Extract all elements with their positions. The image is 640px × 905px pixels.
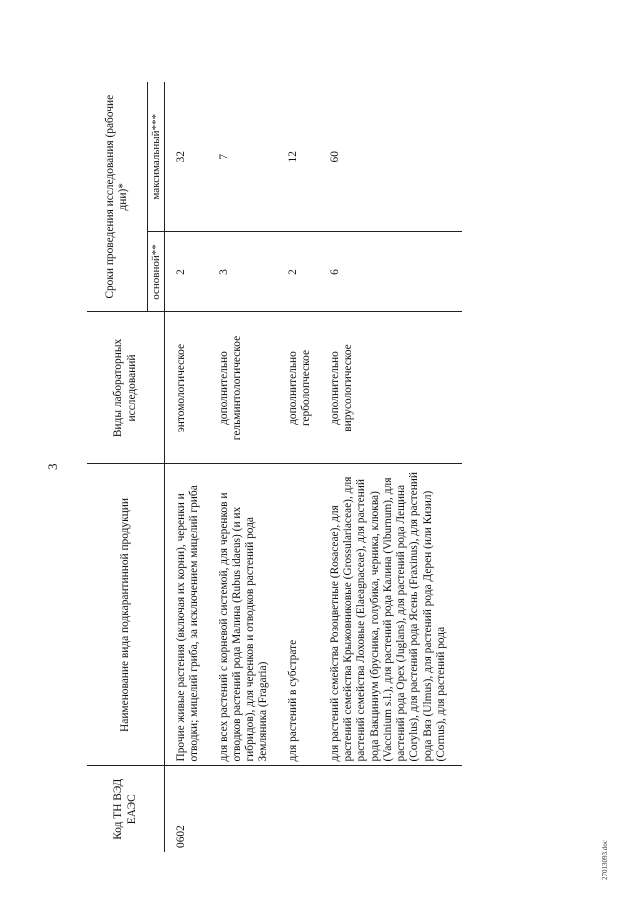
document-file-id: 27013093.doc	[601, 840, 609, 880]
cell-product-name: для растений в субстрате	[285, 464, 327, 766]
header-maximum: максимальный***	[147, 82, 165, 232]
rotated-table-sheet	[87, 82, 552, 852]
cell-product-name: для растений семейства Розоцветные (Rosaceae), для растений семейства Крыжовниковые (Grossulariaceae), для растений семейства Лоховые (Elaeagnaceae), для растений рода Вакциниум (брусника, голубика, черника, клюква) (Vaccinium s.l.), для растений рода Калина (Viburnum), для растений рода Орех (Juglans), для растений рода Лещина (Corylus), для растений рода Ясень (Fraxinus), для растений рода Вяз (Ulmus), для растений рода Дерен (или Кизил) (Cornus), для растений рода	[327, 464, 462, 766]
cell-code	[327, 766, 462, 852]
table-row	[216, 82, 285, 852]
table-row	[285, 82, 327, 852]
page-number: 3	[45, 463, 60, 470]
quarantine-products-table	[87, 82, 462, 852]
header-product-name: Наименование вида подкарантинной продукции	[87, 464, 165, 766]
header-lab-types: Виды лабораторных исследований	[87, 312, 165, 464]
header-basic: основной**	[147, 232, 165, 312]
cell-maximum-days: 60	[329, 151, 341, 163]
cell-basic-days: 2	[285, 232, 327, 312]
cell-product-name: для всех растений с корневой системой, для черенков и отводков растений рода Малина (Rubus idaeus) (и их гибридов), для черенков и отводков растений рода Земляника (Fragaria)	[216, 464, 285, 766]
cell-code: 0602	[165, 766, 216, 852]
cell-product-name: Прочие живые растения (включая их корни), черенки и отводки; мицелий гриба, за исключением мицелий гриба	[165, 464, 216, 766]
cell-code	[216, 766, 285, 852]
cell-lab-type: дополнительно вирусологическое	[327, 312, 462, 464]
cell-lab-type: энтомологическое	[165, 312, 216, 464]
cell-basic-days: 2	[165, 232, 216, 312]
cell-maximum-days: 32	[175, 151, 188, 163]
cell-lab-type: дополнительно герболопческое	[285, 312, 327, 464]
cell-maximum-days: 12	[286, 151, 299, 163]
cell-lab-type: дополнительно гельминтологическое	[216, 312, 285, 464]
header-code: Код ТН ВЭД ЕАЭС	[87, 766, 165, 852]
cell-code	[285, 766, 327, 852]
table-row	[327, 82, 462, 852]
table-row	[165, 82, 216, 852]
cell-basic-days: 6	[327, 232, 462, 312]
cell-basic-days: 3	[216, 232, 285, 312]
cell-maximum-days: 7	[217, 153, 230, 160]
header-terms: Сроки проведения исследования (рабочие дни)*	[87, 82, 147, 312]
